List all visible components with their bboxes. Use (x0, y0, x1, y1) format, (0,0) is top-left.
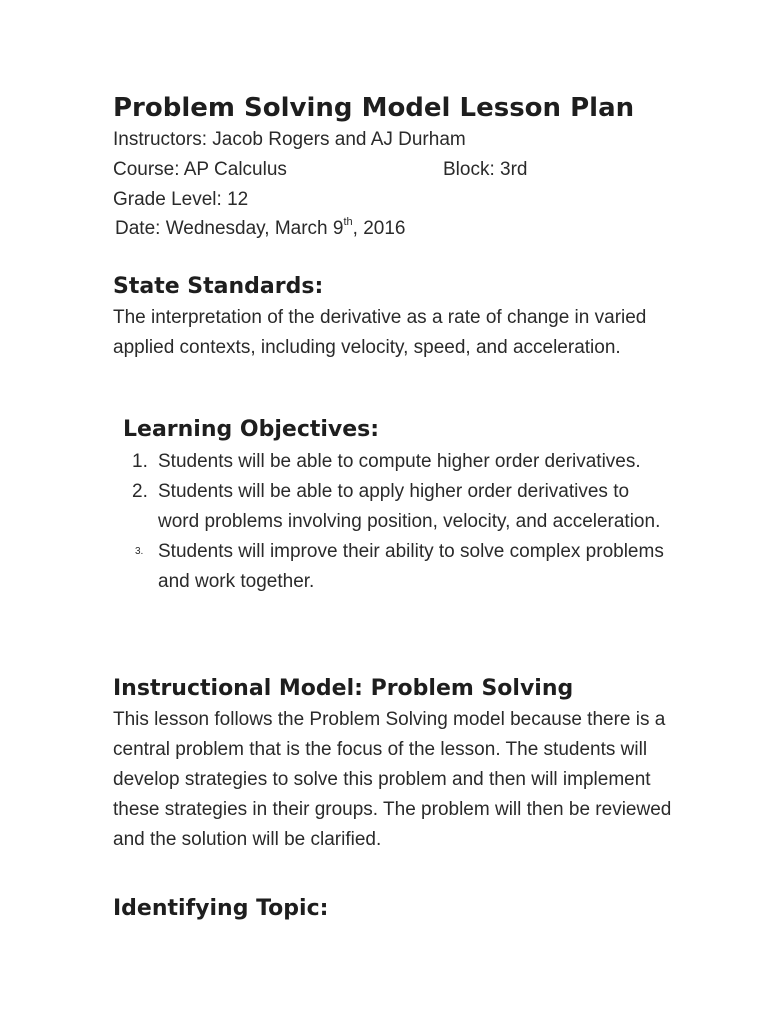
list-item-text: Students will be able to apply higher order derivatives to word problems involving position, velocity, and acceleration. (158, 481, 661, 532)
instructional-model-text: This lesson follows the Problem Solving model because there is a central problem that is the focus of the lesson. The students will develop strategies to solve this problem and then will implement these strategies in their groups. The problem will then be reviewed and the solution will be clarified. (113, 709, 672, 850)
date-line (115, 214, 405, 244)
state-standards-text: The interpretation of the derivative as a rate of change in varied applied contexts, including velocity, speed, and acceleration. (113, 307, 647, 358)
learning-objectives-heading: Learning Objectives: (123, 417, 380, 442)
list-item-number: 3. (135, 546, 144, 557)
state-standards-heading: State Standards: (113, 274, 324, 299)
grade-level-line: Grade Level: 12 (113, 189, 249, 210)
list-item-text: Students will improve their ability to solve complex problems and work together. (158, 541, 664, 592)
identifying-topic-heading: Identifying Topic: (113, 896, 329, 921)
list-item (113, 447, 673, 477)
instructional-model-heading: Instructional Model: Problem Solving (113, 676, 574, 701)
date-superscript: th (343, 216, 353, 228)
list-item-number: 2. (132, 481, 148, 502)
list-item (113, 537, 673, 597)
date-prefix: Date: Wednesday, March 9 (115, 218, 344, 239)
list-item-text: Students will be able to compute higher order derivatives. (158, 451, 641, 472)
page-title: Problem Solving Model Lesson Plan (113, 93, 635, 123)
list-item (113, 477, 673, 537)
list-item-number: 1. (132, 451, 148, 472)
instructors-line: Instructors: Jacob Rogers and AJ Durham (113, 129, 466, 150)
course-line: Course: AP Calculus (113, 159, 287, 180)
block-line: Block: 3rd (443, 159, 528, 180)
date-suffix: , 2016 (352, 218, 406, 239)
learning-objectives-list (113, 447, 673, 597)
